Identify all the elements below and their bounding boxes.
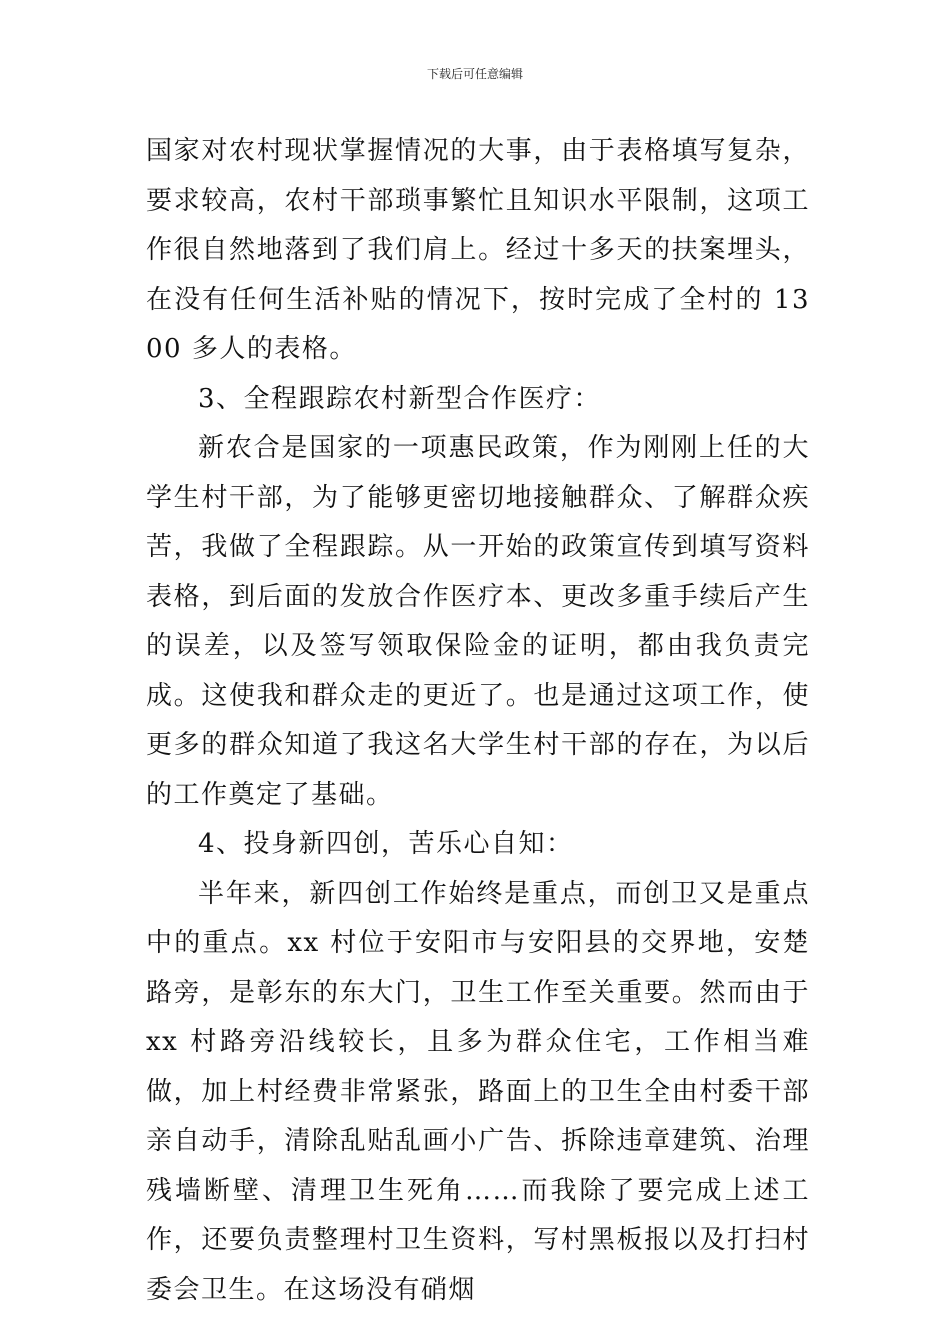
page-header: 下载后可任意编辑 [426, 67, 523, 81]
document-body [146, 127, 810, 1315]
paragraph-medical: 新农合是国家的一项惠民政策，作为刚刚上任的大学生村干部，为了能够更密切地接触群众、了解群众疾苦，我做了全程跟踪。从一开始的政策宣传到填写资料表格，到后面的发放合作医疗本、更改多重手续后产生的误差，以及签写领取保险金的证明，都由我负责完成。这使我和群众走的更近了。也是通过这项工作，使更多的群众知道了我这名大学生村干部的存在，为以后的工作奠定了基础。 [146, 433, 810, 810]
section-heading-3: 3、全程跟踪农村新型合作医疗： [198, 383, 602, 414]
section-heading-4: 4、投身新四创，苦乐心自知： [198, 829, 574, 859]
paragraph-continuation: 国家对农村现状掌握情况的大事，由于表格填写复杂，要求较高，农村干部琐事繁忙且知识水平限制，这项工作很自然地落到了我们肩上。经过十多天的扶案埋头，在没有任何生活补贴的情况下，按时完成了全村的 1300 多人的表格。 [146, 136, 810, 364]
paragraph-sanitation: 半年来，新四创工作始终是重点，而创卫又是重点中的重点。xx 村位于安阳市与安阳县的交界地，安楚路旁，是彰东的东大门，卫生工作至关重要。然而由于 xx 村路旁沿线较长，且多为群众住宅，工作相当难做，加上村经费非常紧张，路面上的卫生全由村委干部亲自动手，清除乱贴乱画小广告、拆除违章建筑、治理残墙断壁、清理卫生死角……而我除了要完成上述工作，还要负责整理村卫生资料，写村黑板报以及打扫村委会卫生。在这场没有硝烟 [146, 878, 810, 1305]
